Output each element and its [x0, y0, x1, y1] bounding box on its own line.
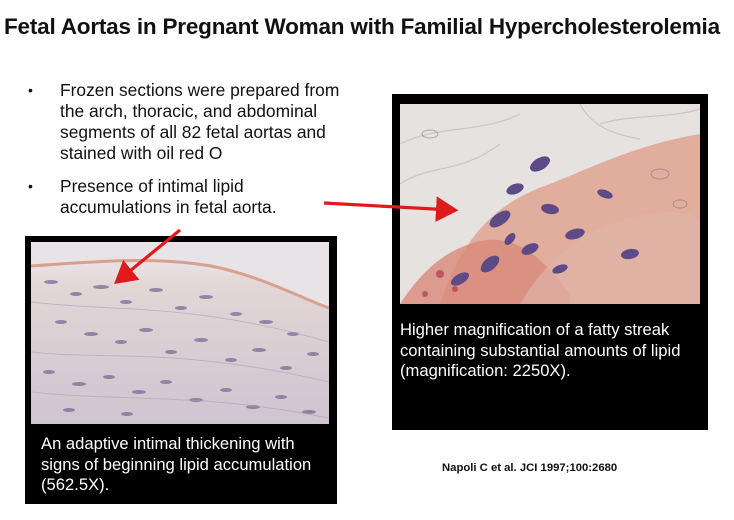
bullet-list [28, 80, 358, 230]
bullet-text: Presence of intimal lipid accumulations in fetal aorta. [60, 176, 277, 217]
bullet-item [28, 176, 358, 218]
left-image-caption: An adaptive intimal thickening with signs of beginning lipid accumulation (562.5X). [41, 434, 312, 494]
citation: Napoli C et al. JCI 1997;100:2680 [442, 462, 618, 474]
bullet-item [28, 80, 358, 164]
slide-title: Fetal Aortas in Pregnant Woman with Familial Hypercholesterolemia [4, 14, 720, 39]
micrograph-intimal-thickening [31, 242, 329, 424]
bullet-marker: • [28, 178, 33, 194]
bullet-text: Frozen sections were prepared from the arch, thoracic, and abdominal segments of all 82 fetal aortas and stained with oil red O [60, 80, 340, 163]
left-image-panel [25, 236, 337, 504]
right-image-panel [392, 94, 708, 430]
right-image-caption: Higher magnification of a fatty streak containing substantial amounts of lipid (magnification: 2250X). [400, 320, 681, 380]
micrograph-fatty-streak [400, 104, 700, 304]
bullet-marker: • [28, 82, 33, 98]
